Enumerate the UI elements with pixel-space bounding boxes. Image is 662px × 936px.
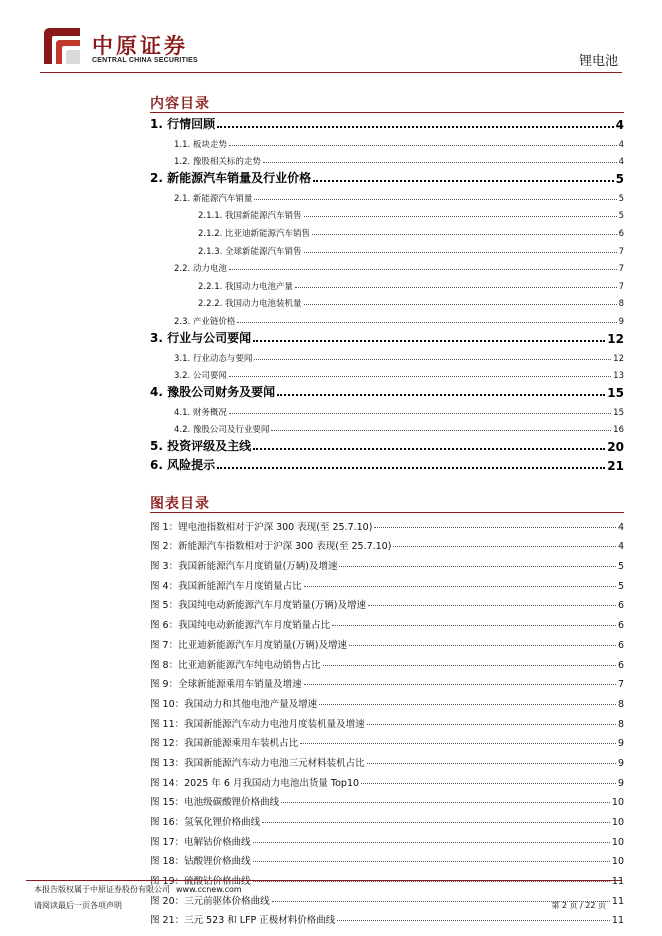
dot-leader	[277, 394, 605, 396]
entry-page-number: 7	[618, 281, 624, 292]
entry-page-number: 15	[613, 407, 624, 418]
dot-leader	[319, 704, 616, 705]
dot-leader	[253, 340, 605, 342]
footer-notice: 请阅读最后一页各项声明	[34, 901, 122, 910]
entry-page-number: 21	[607, 459, 624, 474]
entry-page-number: 10	[611, 797, 624, 809]
dot-leader	[253, 861, 610, 862]
entry-page-number: 11	[611, 895, 624, 907]
toc-entry[interactable]	[150, 400, 624, 418]
entry-title: 图 10：我国动力和其他电池产量及增速	[150, 698, 318, 710]
entry-title: 3.1. 行业动态与要闻	[174, 353, 253, 364]
entry-title: 图 6：我国纯电动新能源汽车月度销量占比	[150, 620, 331, 632]
logo-english-text: CENTRAL CHINA SECURITIES	[92, 57, 198, 64]
figure-entry[interactable]	[150, 651, 624, 671]
toc-entry[interactable]	[150, 346, 624, 364]
entry-page-number: 5	[615, 172, 624, 187]
entry-page-number: 6	[618, 228, 624, 239]
figure-entry[interactable]	[150, 710, 624, 730]
dot-leader	[323, 665, 616, 666]
dot-leader	[254, 359, 611, 360]
figure-entry[interactable]	[150, 690, 624, 710]
figure-entry[interactable]	[150, 513, 624, 533]
entry-title: 图 19：硫酸钴价格曲线	[150, 876, 251, 888]
report-category: 锂电池	[578, 54, 618, 69]
entry-page-number: 4	[618, 157, 624, 168]
dot-leader	[304, 252, 617, 253]
dot-leader	[229, 269, 617, 270]
entry-title: 4. 豫股公司财务及要闻	[150, 385, 276, 400]
entry-page-number: 11	[611, 876, 624, 888]
entry-title: 1. 行情回顾	[150, 117, 216, 131]
dot-leader	[263, 162, 617, 163]
dot-leader	[253, 842, 610, 843]
figure-entry[interactable]	[150, 808, 624, 828]
dot-leader	[339, 566, 615, 567]
toc-entry[interactable]	[150, 274, 624, 292]
entry-page-number: 11	[611, 915, 624, 927]
entry-page-number: 13	[613, 371, 624, 382]
entry-title: 2.2.1. 我国动力电池产量	[198, 281, 294, 292]
table-of-contents	[150, 113, 624, 473]
entry-title: 1.2. 豫股相关标的走势	[174, 157, 261, 168]
entry-page-number: 4	[615, 118, 624, 132]
entry-title: 1.1. 板块走势	[174, 139, 227, 150]
dot-leader	[367, 763, 616, 764]
dot-leader	[374, 527, 616, 528]
entry-title: 2.2. 动力电池	[174, 264, 227, 275]
entry-title: 3.2. 公司要闻	[174, 371, 227, 382]
figure-entry[interactable]	[150, 533, 624, 553]
entry-title: 图 8：比亚迪新能源汽车纯电动销售占比	[150, 659, 321, 671]
entry-title: 图 18：钴酸锂价格曲线	[150, 856, 251, 868]
toc-entry[interactable]	[150, 435, 624, 454]
entry-title: 2. 新能源汽车销量及行业价格	[150, 171, 312, 186]
entry-title: 图 12：我国新能源乘用车装机占比	[150, 738, 299, 750]
figure-entry[interactable]	[150, 730, 624, 750]
entry-title: 图 17：电解钴价格曲线	[150, 836, 251, 848]
entry-page-number: 10	[611, 856, 624, 868]
dot-leader	[304, 216, 617, 217]
entry-title: 图 13：我国新能源汽车动力电池三元材料装机占比	[150, 757, 365, 769]
entry-title: 5. 投资评级及主线	[150, 439, 252, 454]
dot-leader	[217, 126, 614, 128]
entry-title: 图 2：新能源汽车指数相对于沪深 300 表现(至 25.7.10)	[150, 541, 392, 553]
dot-leader	[312, 234, 617, 235]
figure-entry[interactable]	[150, 828, 624, 848]
entry-title: 图 11：我国新能源汽车动力电池月度装机量及增速	[150, 718, 365, 730]
figure-entry[interactable]	[150, 631, 624, 651]
entry-page-number: 9	[617, 757, 624, 769]
entry-title: 图 21：三元 523 和 LFP 正极材料价格曲线	[150, 915, 336, 927]
entry-title: 图 5：我国纯电动新能源汽车月度销量(万辆)及增速	[150, 600, 366, 612]
toc-entry[interactable]	[150, 221, 624, 239]
entry-page-number: 9	[618, 316, 624, 327]
dot-leader	[254, 199, 616, 200]
dot-leader	[217, 467, 605, 469]
entry-page-number: 5	[617, 561, 624, 573]
entry-title: 图 7：比亚迪新能源汽车月度销量(万辆)及增速	[150, 639, 347, 651]
dot-leader	[253, 448, 605, 450]
entry-page-number: 20	[607, 440, 624, 455]
figure-entry[interactable]	[150, 552, 624, 572]
entry-page-number: 8	[617, 718, 624, 730]
entry-page-number: 8	[617, 698, 624, 710]
figure-entry[interactable]	[150, 749, 624, 769]
dot-leader	[349, 645, 616, 646]
entry-page-number: 4	[618, 139, 624, 150]
logo-mark-icon	[40, 24, 84, 68]
entry-title: 4.2. 豫股公司及行业要闻	[174, 425, 270, 436]
dot-leader	[368, 605, 616, 606]
figure-entry[interactable]	[150, 611, 624, 631]
entry-page-number: 12	[613, 353, 624, 364]
dot-leader	[304, 684, 616, 685]
entry-page-number: 5	[618, 211, 624, 222]
page-number: 第 2 页 / 22 页	[551, 901, 606, 910]
entry-page-number: 7	[618, 246, 624, 257]
entry-title: 2.3. 产业链价格	[174, 316, 236, 327]
entry-title: 6. 风险提示	[150, 458, 216, 473]
toc-entry[interactable]	[150, 381, 624, 400]
company-logo	[40, 24, 220, 70]
entry-page-number: 10	[611, 836, 624, 848]
dot-leader	[313, 180, 614, 182]
entry-page-number: 6	[617, 620, 624, 632]
figure-entry[interactable]	[150, 572, 624, 592]
entry-page-number: 7	[617, 679, 624, 691]
entry-title: 图 20：三元前驱体价格曲线	[150, 895, 270, 907]
entry-title: 图 16：氢氧化锂价格曲线	[150, 817, 261, 828]
figure-entry[interactable]	[150, 789, 624, 809]
dot-leader	[295, 287, 617, 288]
footer-divider	[26, 880, 622, 881]
entry-title: 2.1.1. 我国新能源汽车销售	[198, 211, 302, 222]
entry-title: 图 1：锂电池指数相对于沪深 300 表现(至 25.7.10)	[150, 521, 373, 533]
entry-title: 3. 行业与公司要闻	[150, 330, 252, 345]
entry-title: 图 9：全球新能源乘用车销量及增速	[150, 679, 302, 691]
toc-entry[interactable]	[150, 239, 624, 257]
entry-title: 2.1.3. 全球新能源汽车销售	[198, 246, 302, 257]
entry-page-number: 12	[607, 331, 624, 346]
figure-entry[interactable]	[150, 592, 624, 612]
entry-title: 2.1. 新能源汽车销量	[174, 193, 253, 204]
entry-page-number: 16	[613, 425, 624, 436]
list-of-figures	[150, 513, 624, 926]
entry-page-number: 9	[617, 777, 624, 789]
dot-leader	[281, 802, 610, 803]
dot-leader	[393, 546, 616, 547]
dot-leader	[253, 881, 610, 882]
entry-title: 图 4：我国新能源汽车月度销量占比	[150, 580, 302, 592]
entry-title: 4.1. 财务概况	[174, 407, 227, 418]
header-divider	[40, 72, 622, 73]
dot-leader	[300, 743, 616, 744]
dot-leader	[304, 304, 617, 305]
toc-entry[interactable]	[150, 327, 624, 346]
dot-leader	[337, 920, 610, 921]
dot-leader	[304, 586, 616, 587]
dot-leader	[262, 822, 610, 823]
entry-page-number: 5	[618, 193, 624, 204]
figures-title: 图表目录	[150, 496, 210, 512]
contents-title: 内容目录	[150, 96, 210, 112]
copyright-text: 本报告版权属于中原证券股份有限公司	[34, 885, 170, 894]
toc-entry[interactable]	[150, 204, 624, 222]
footer-copyright	[34, 884, 242, 895]
figure-entry[interactable]	[150, 671, 624, 691]
logo-chinese-text: 中原证券	[92, 33, 188, 58]
toc-entry[interactable]	[150, 167, 624, 186]
dot-leader	[367, 724, 616, 725]
toc-entry[interactable]	[150, 186, 624, 204]
dot-leader	[332, 625, 616, 626]
entry-title: 2.1.2. 比亚迪新能源汽车销售	[198, 228, 311, 239]
toc-entry[interactable]	[150, 418, 624, 436]
toc-entry[interactable]	[150, 132, 624, 150]
entry-page-number: 6	[617, 600, 624, 612]
figure-entry[interactable]	[150, 848, 624, 868]
website-link[interactable]: www.ccnew.com	[176, 885, 242, 894]
entry-page-number: 6	[617, 659, 624, 671]
entry-page-number: 4	[617, 521, 624, 533]
toc-entry[interactable]	[150, 257, 624, 275]
entry-page-number: 4	[617, 541, 624, 553]
entry-title: 图 14：2025 年 6 月我国动力电池出货量 Top10	[150, 777, 360, 789]
entry-page-number: 6	[617, 639, 624, 651]
dot-leader	[237, 322, 616, 323]
entry-title: 图 3：我国新能源汽车月度销量(万辆)及增速	[150, 561, 338, 573]
entry-page-number: 5	[617, 580, 624, 592]
dot-leader	[229, 145, 617, 146]
toc-entry[interactable]	[150, 292, 624, 310]
dot-leader	[361, 783, 616, 784]
entry-page-number: 15	[607, 386, 624, 401]
entry-page-number: 7	[618, 264, 624, 275]
entry-page-number: 9	[617, 738, 624, 750]
dot-leader	[229, 413, 611, 414]
toc-entry[interactable]	[150, 364, 624, 382]
dot-leader	[229, 376, 611, 377]
toc-entry[interactable]	[150, 113, 624, 132]
figure-entry[interactable]	[150, 769, 624, 789]
toc-entry[interactable]	[150, 309, 624, 327]
toc-entry[interactable]	[150, 454, 624, 473]
entry-page-number: 8	[618, 299, 624, 310]
entry-page-number: 10	[611, 817, 624, 828]
dot-leader	[271, 430, 611, 431]
toc-entry[interactable]	[150, 150, 624, 168]
entry-title: 2.2.2. 我国动力电池装机量	[198, 299, 302, 310]
entry-title: 图 15：电池级碳酸锂价格曲线	[150, 797, 280, 809]
